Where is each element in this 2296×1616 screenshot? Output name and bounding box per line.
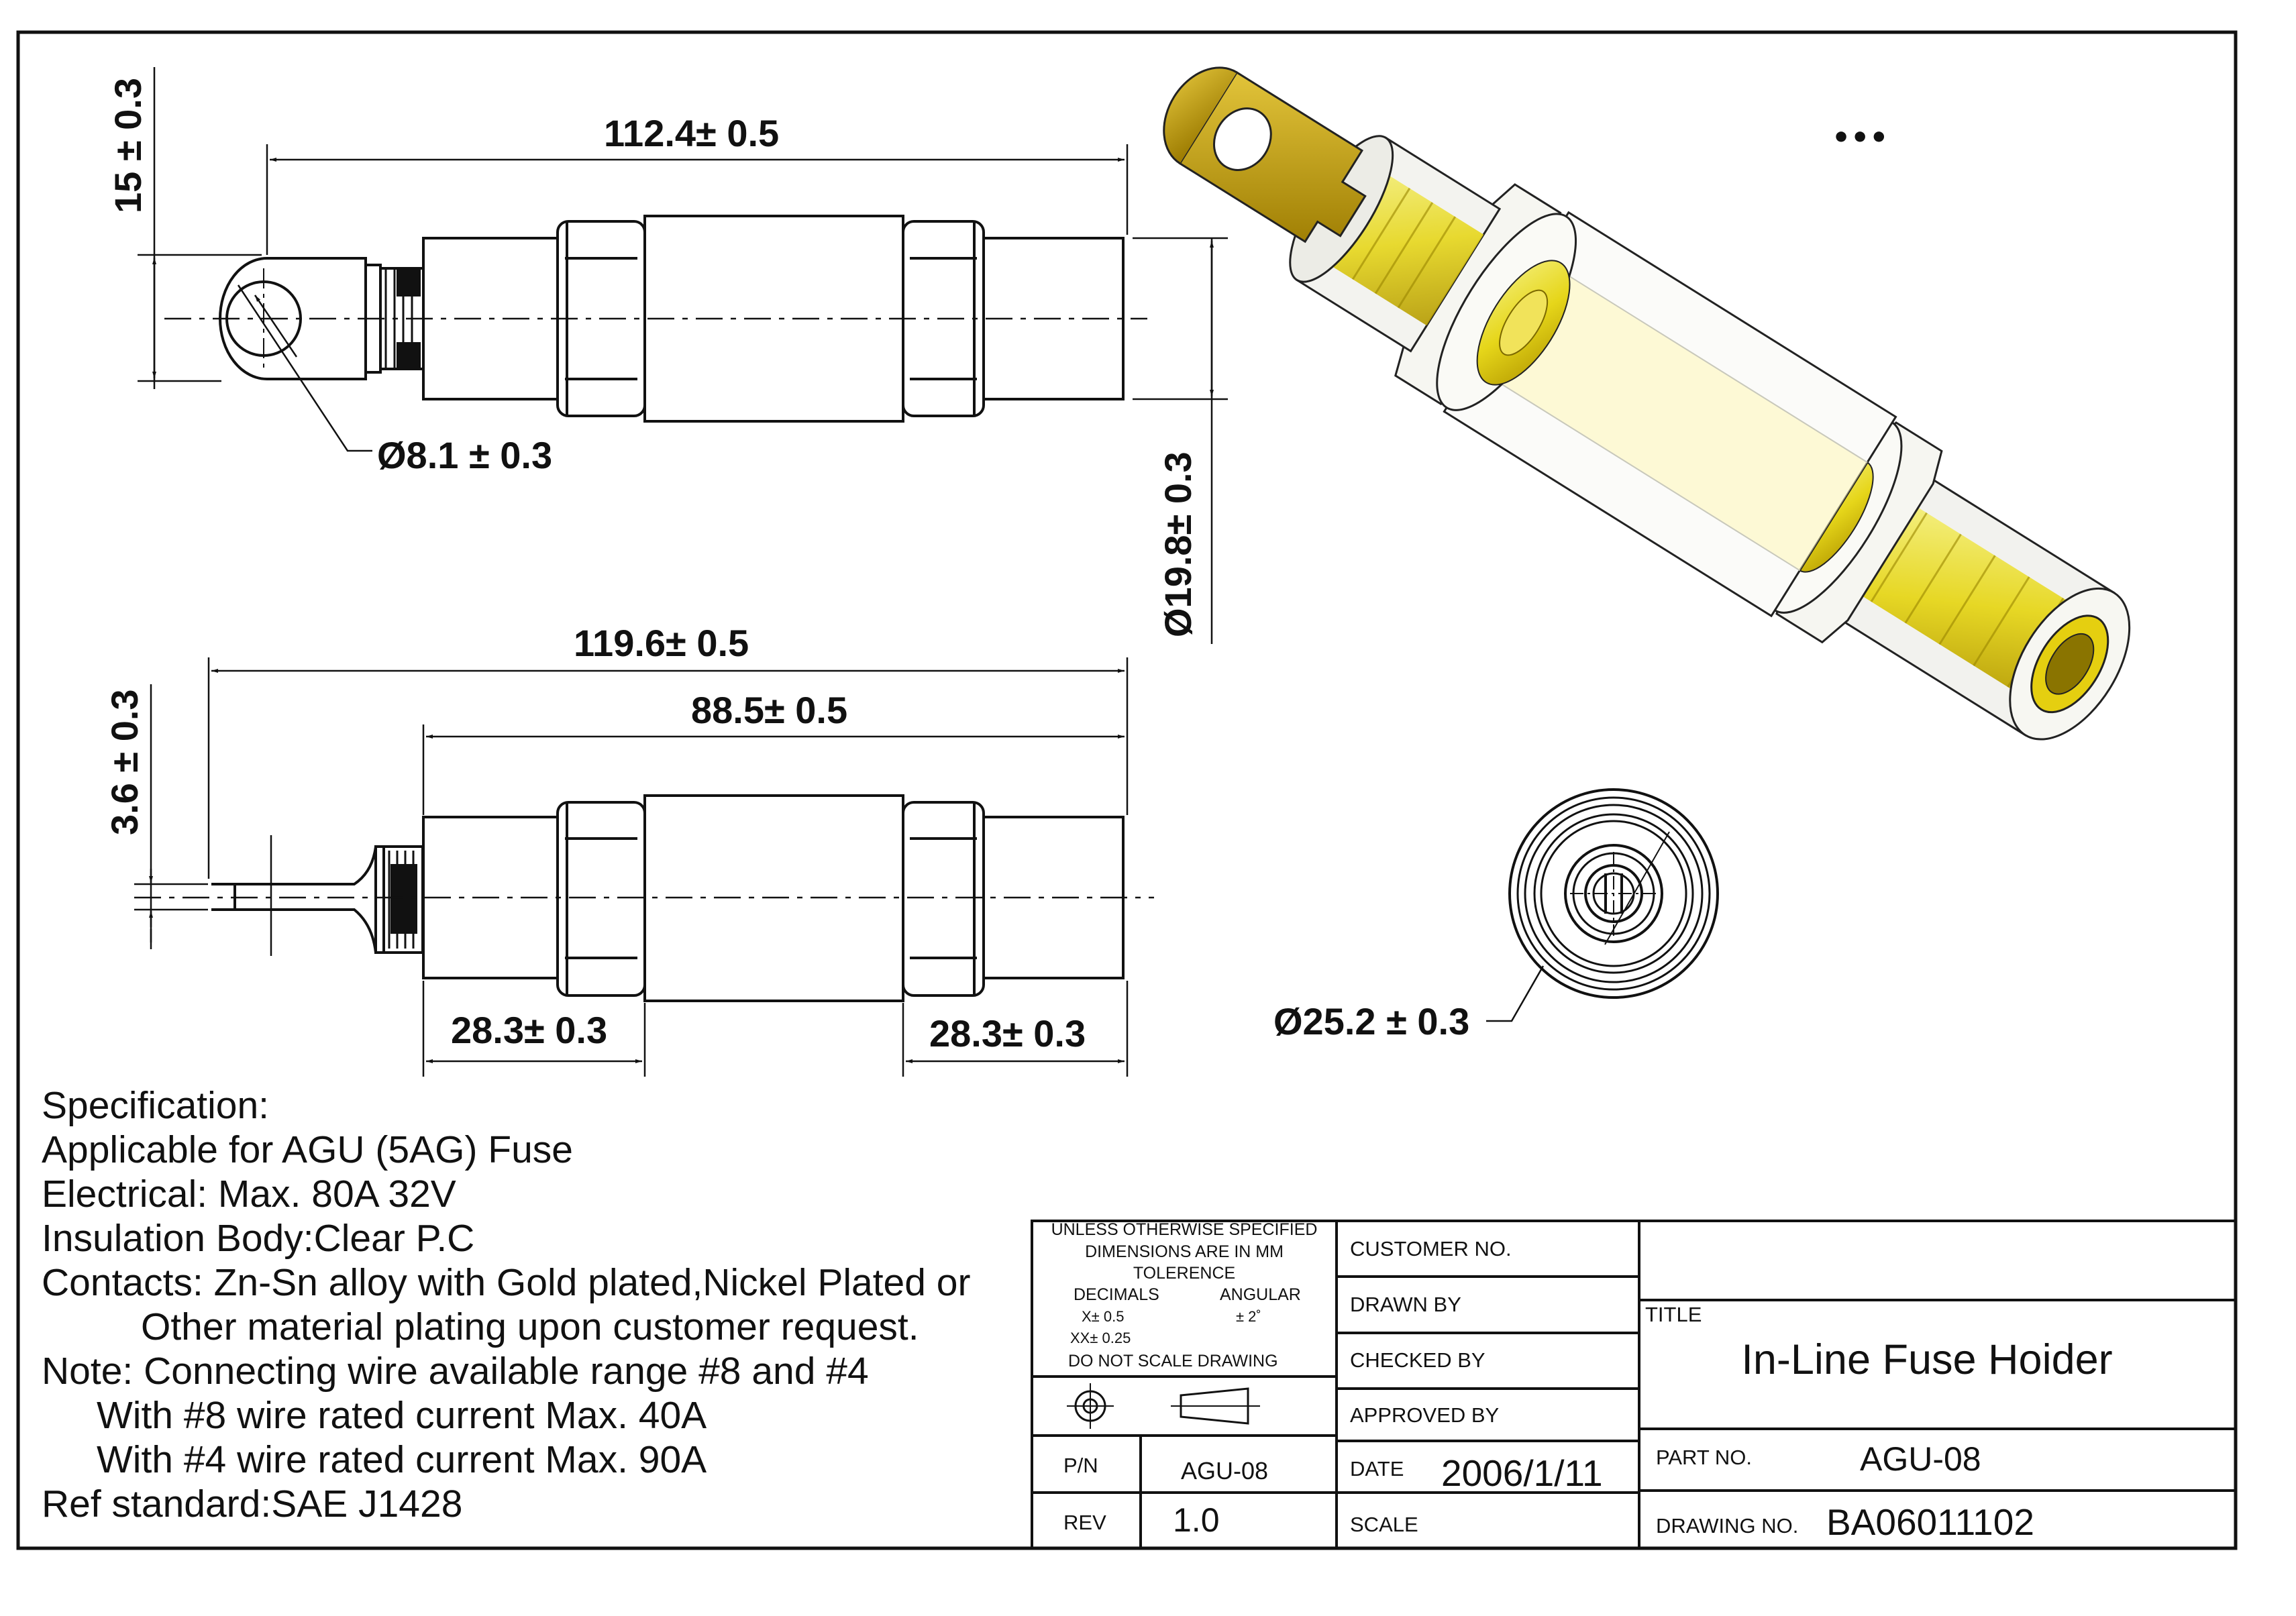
xx-tolerance: XX± 0.25 <box>1070 1330 1131 1346</box>
isometric-view <box>1108 3 2172 788</box>
dim-body-diameter: Ø19.8± 0.3 <box>1157 451 1199 637</box>
spec-line: With #4 wire rated current Max. 90A <box>97 1438 707 1481</box>
customer-no-label: CUSTOMER NO. <box>1350 1237 1512 1260</box>
dim-tab-thickness: 3.6 ± 0.3 <box>103 689 146 835</box>
angular-tolerance: ± 2˚ <box>1236 1308 1261 1325</box>
part-no-label: PART NO. <box>1656 1446 1752 1469</box>
approved-by-label: APPROVED BY <box>1350 1403 1500 1427</box>
tolerance-line-3: TOLERENCE <box>1133 1264 1236 1283</box>
dim-ring-hole: Ø8.1 ± 0.3 <box>377 434 553 476</box>
pn-value: AGU-08 <box>1181 1457 1269 1485</box>
dim-top-overall-length: 112.4± 0.5 <box>604 112 780 154</box>
dim-right-cap-length: 28.3± 0.3 <box>929 1012 1086 1055</box>
spec-line: Contacts: Zn-Sn alloy with Gold plated,Nickel Plated or <box>42 1261 971 1304</box>
dim-side-overall-length: 119.6± 0.5 <box>574 622 749 664</box>
tolerance-line-2: DIMENSIONS ARE IN MM <box>1085 1242 1284 1261</box>
part-no-value: AGU-08 <box>1860 1440 1981 1478</box>
title-value: In-Line Fuse Hoider <box>1741 1336 2113 1383</box>
rev-value: 1.0 <box>1173 1501 1220 1539</box>
spec-line: Electrical: Max. 80A 32V <box>42 1173 456 1216</box>
x-tolerance: X± 0.5 <box>1082 1308 1125 1325</box>
spec-line: Applicable for AGU (5AG) Fuse <box>42 1128 573 1171</box>
date-value: 2006/1/11 <box>1441 1452 1603 1494</box>
dim-side-body-length: 88.5± 0.5 <box>691 689 848 731</box>
spec-line: Specification: <box>42 1084 270 1127</box>
dim-end-diameter: Ø25.2 ± 0.3 <box>1273 1000 1470 1042</box>
scale-label: SCALE <box>1350 1513 1418 1536</box>
spec-line: With #8 wire rated current Max. 40A <box>97 1394 707 1437</box>
title-label: TITLE <box>1645 1303 1702 1326</box>
spec-line: Ref standard:SAE J1428 <box>42 1483 463 1525</box>
drawn-by-label: DRAWN BY <box>1350 1293 1461 1316</box>
ellipsis-marker: ••• <box>1832 121 1889 155</box>
specification-notes <box>42 1083 1021 1526</box>
projection-symbol <box>1067 1383 1260 1429</box>
dim-top-height: 15 ± 0.3 <box>107 78 149 213</box>
drawing-no-value: BA06011102 <box>1826 1501 2034 1543</box>
tolerance-line-1: UNLESS OTHERWISE SPECIFIED <box>1051 1220 1318 1239</box>
top-view <box>164 216 1147 421</box>
decimals-label: DECIMALS <box>1074 1285 1159 1304</box>
drawing-no-label: DRAWING NO. <box>1656 1514 1799 1538</box>
checked-by-label: CHECKED BY <box>1350 1348 1485 1372</box>
rev-label: REV <box>1063 1511 1106 1534</box>
date-label: DATE <box>1350 1457 1404 1480</box>
side-view <box>134 796 1154 1001</box>
angular-label: ANGULAR <box>1220 1285 1301 1304</box>
dim-left-cap-length: 28.3± 0.3 <box>451 1009 608 1051</box>
do-not-scale: DO NOT SCALE DRAWING <box>1068 1352 1278 1370</box>
spec-line: Note: Connecting wire available range #8 and #4 <box>42 1350 869 1393</box>
spec-line: Insulation Body:Clear P.C <box>42 1217 475 1260</box>
spec-line: Other material plating upon customer request. <box>141 1305 919 1348</box>
pn-label: P/N <box>1063 1454 1098 1477</box>
end-view <box>1486 790 1718 1021</box>
